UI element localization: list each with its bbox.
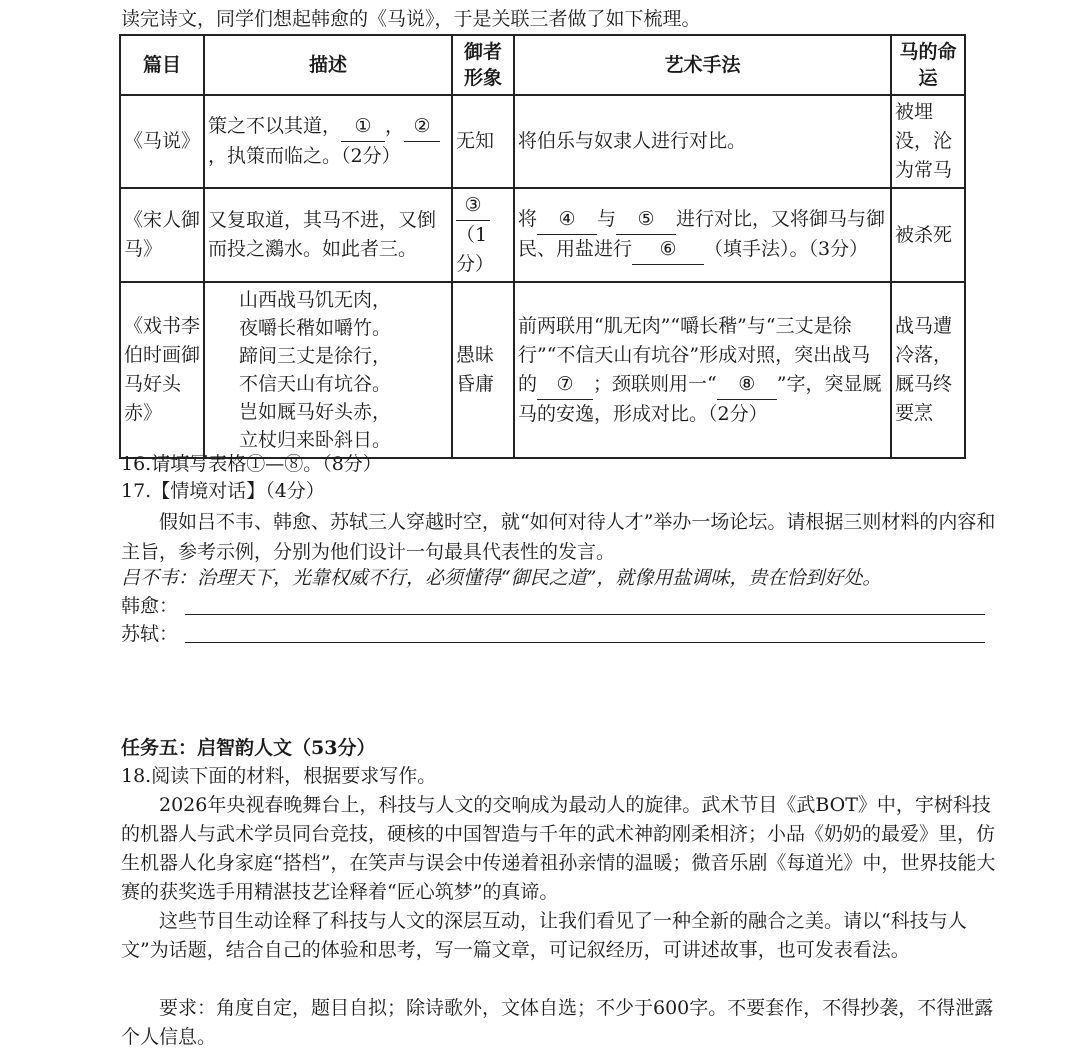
table-row [120, 282, 965, 458]
row1-art-technique: 将伯乐与奴隶人进行对比。 [514, 95, 891, 188]
header-title: 篇目 [120, 35, 204, 95]
blank-4[interactable]: ④ [537, 205, 597, 235]
material-paragraph-1: 2026年央视春晚舞台上，科技与人文的交响成为最动人的旋律。武术节目《武BOT》中，宇树科技的机器人与武术学员同台竞技，硬核的中国智造与千年的武术神韵刚柔相济；小品《奶奶的最爱》里，仿生机器人化身家庭“搭档”，在笑声与误会中传递着祖孙亲情的温暖；微音乐剧《每道光》中，世界技能大赛的获奖选手用精湛技艺诠释着“匠心筑梦”的真谛。 [121, 794, 996, 903]
table-header-row [120, 35, 965, 95]
row3-driver-image: 愚昧昏庸 [452, 282, 514, 458]
question-17-body: 假如吕不韦、韩愈、苏轼三人穿越时空，就“如何对待人才”举办一场论坛。请根据三则材料的内容和主旨，参考示例，分别为他们设计一句最具代表性的发言。 [121, 511, 996, 563]
row3-art-technique: 前两联用“肌无肉”“嚼长稭”与“三丈是徐行”“不信天山有坑谷”形成对照，突出战马的 ⑦ ；颈联则用一“ ⑧ ”字，突显厩马的安逸，形成对比。（2分） [514, 282, 891, 458]
row2-title: 《宋人御马》 [120, 188, 204, 282]
poem-line: 立杖归来卧斜日。 [239, 429, 392, 451]
poem-line: 岂如厩马好头赤， [239, 401, 392, 423]
han-yu-label: 韩愈： [121, 595, 179, 617]
header-horse-fate: 马的命运 [891, 35, 965, 95]
blank-7[interactable]: ⑦ [537, 370, 593, 400]
question-18: 18.阅读下面的材料，根据要求写作。 [121, 765, 437, 787]
su-shi-answer-line[interactable] [185, 642, 985, 643]
row1-fate: 被埋没，沦为常马 [891, 95, 965, 188]
blank-1[interactable]: ① [341, 112, 385, 142]
row3-poem [204, 282, 452, 458]
writing-requirements: 要求：角度自定，题目自拟；除诗歌外，文体自选；不少于600字。不要套作，不得抄袭，不得泄露个人信息。 [121, 997, 994, 1048]
header-description: 描述 [204, 35, 452, 95]
blank-2[interactable]: ② [404, 112, 440, 142]
row2-fate: 被杀死 [891, 188, 965, 282]
row1-title: 《马说》 [120, 95, 204, 188]
table-row [120, 95, 965, 188]
example-answer: 吕不韦：治理天下，光靠权威不行，必须懂得“御民之道”，就像用盐调味，贵在恰到好处。 [121, 567, 882, 589]
su-shi-label: 苏轼： [121, 623, 179, 645]
poem-line: 蹄间三丈是徐行， [239, 345, 392, 367]
task-five-title: 任务五：启智韵人文（53分） [121, 737, 376, 759]
comparison-table [119, 34, 966, 459]
poem-line: 夜嚼长稭如嚼竹。 [239, 317, 392, 339]
row2-driver-image: ③（1分） [452, 188, 514, 282]
blank-3[interactable]: ③ [456, 191, 490, 221]
row1-driver-image: 无知 [452, 95, 514, 188]
row2-art-technique: 将 ④ 与 ⑤ 进行对比，又将御马与御民、用盐进行 ⑥ （填手法）。（3分） [514, 188, 891, 282]
blank-6[interactable]: ⑥ [632, 235, 704, 265]
row2-description: 又复取道，其马不进，又倒而投之鸂水。如此者三。 [204, 188, 452, 282]
blank-5[interactable]: ⑤ [616, 205, 676, 235]
question-17-title: 17.【情境对话】（4分） [121, 480, 325, 502]
han-yu-answer-line[interactable] [185, 614, 985, 615]
material-paragraph-2: 这些节目生动诠释了科技与人文的深层互动，让我们看见了一种全新的融合之美。请以“科技与人文”为话题，结合自己的体验和思考，写一篇文章，可记叙经历，可讲述故事，也可发表看法。 [121, 910, 967, 961]
row3-fate: 战马遭冷落，厩马终要烹 [891, 282, 965, 458]
intro-text: 读完诗文，同学们想起韩愈的《马说》，于是关联三者做了如下梳理。 [121, 8, 701, 30]
row1-description: 策之不以其道， ① ， ②，执策而临之。（2分） [204, 95, 452, 188]
blank-8[interactable]: ⑧ [717, 370, 777, 400]
header-art-technique: 艺术手法 [514, 35, 891, 95]
table-row [120, 188, 965, 282]
poem-line: 山西战马饥无肉， [239, 289, 392, 311]
header-driver-image: 御者形象 [452, 35, 514, 95]
question-16: 16.请填写表格①—⑧。（8分） [121, 453, 382, 475]
poem-line: 不信天山有坑谷。 [239, 373, 392, 395]
row3-title: 《戏书李伯时画御马好头赤》 [120, 282, 204, 458]
